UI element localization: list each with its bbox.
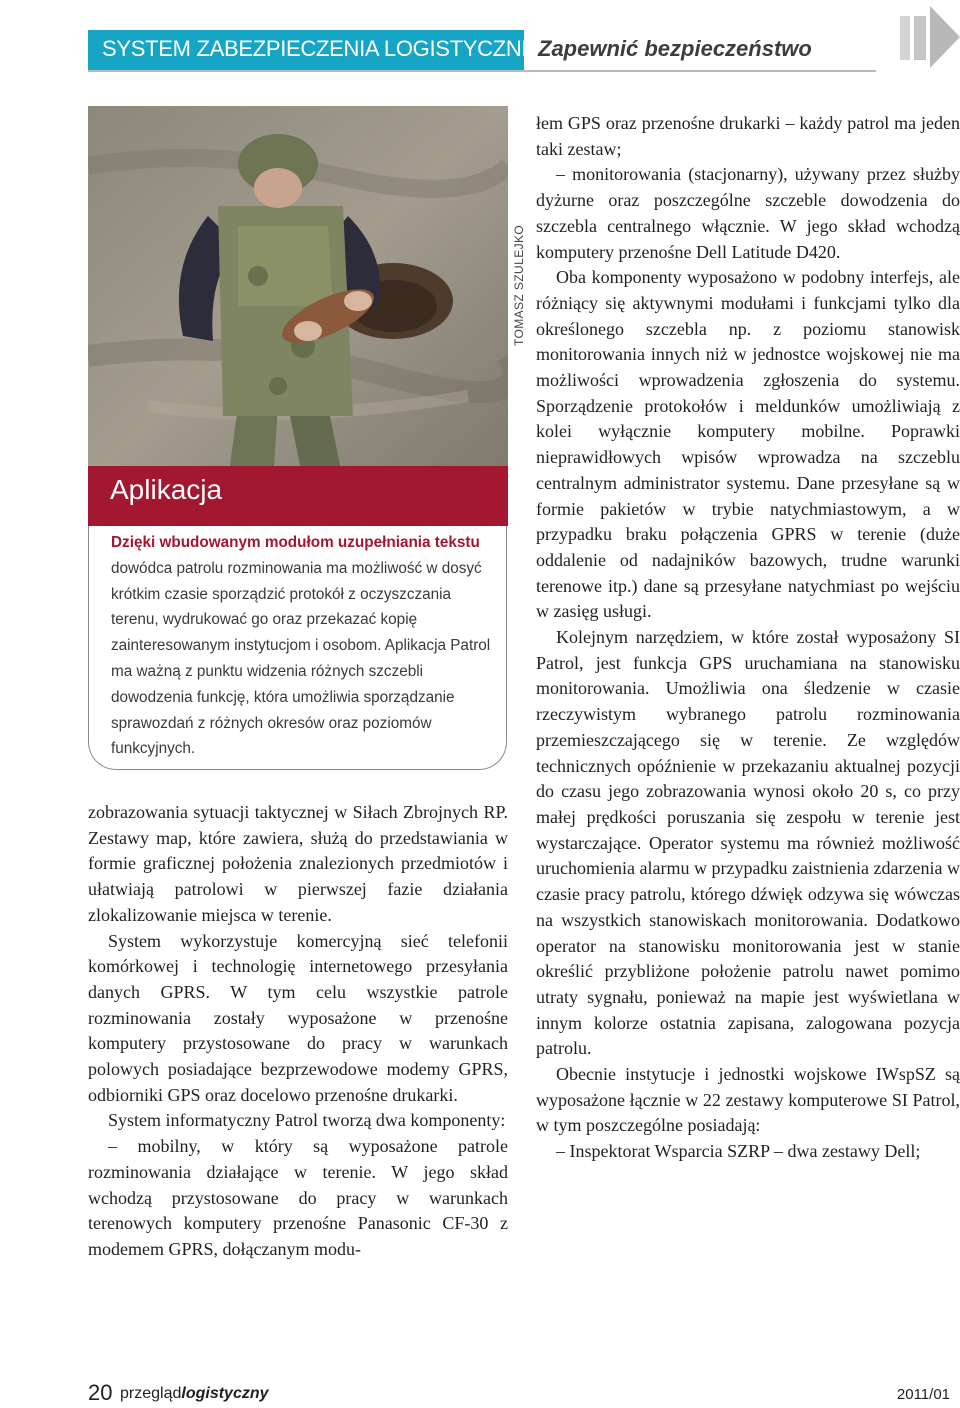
article-column-left — [88, 800, 508, 1263]
paragraph: łem GPS oraz przenośne drukarki – każdy patrol ma jeden taki zestaw; — [536, 113, 960, 159]
header-divider — [88, 70, 876, 72]
sidebar-body: dowódca patrolu rozminowania ma możliwość w dosyć krótkim czasie sporządzić protokół z oczyszczania terenu, wydrukować go oraz przekazać kopię zainteresowanym instytucjom i osobom. Aplikacja Patrol ma ważną z punktu widzenia różnych szczebli dowodzenia funkcję, która umożliwia sporządzanie sprawozdań z różnych okresów oraz poziomów funkcyjnych. — [111, 559, 491, 758]
sidebar-lead: Dzięki wbudowanym modułom uzupełniania tekstu — [111, 534, 480, 551]
chevron-decoration-icon — [900, 6, 960, 68]
soldier-photo — [88, 106, 508, 480]
page-header — [0, 0, 960, 100]
paragraph: Kolejnym narzędziem, w które został wyposażony SI Patrol, jest funkcja GPS uruchamiana na stanowisku monitorowania. Umożliwia ona śledzenie w czasie rzeczywistym wybranego patrolu rozminowania przemieszczającego się w terenie. Ze względów technicznych opóźnienie w przekazaniu aktualnej pozycji do czasu jego zobrazowania wynosi około 20 s, co przy małej prędkości poruszania się zespołu w terenie jest wystarczające. Operator systemu ma również możliwość uruchomienia alarmu w przypadku zaistnienia zdarzenia w czasie pracy patrolu, którego dźwięk odzywa się wówczas na wszystkich stanowiskach monitorowania. Dodatkowo operator na stanowisku monitorowania jest w stanie określić przybliżone położenie patrolu nawet pomimo utraty sygnału, ponieważ na mapie jest wyświetlana w innym kolorze ostatnia zapisana, zalogowana pozycja patrolu. — [536, 627, 960, 1059]
paragraph: zobrazowania sytuacji taktycznej w Siłach Zbrojnych RP. Zestawy map, które zawiera, służą do przedstawiania w formie graficznej położenia znalezionych przedmiotów i ułatwiają patrolowi w pierwszej fazie działania zlokalizowanie miejsca w terenie. — [88, 802, 508, 925]
paragraph: – Inspektorat Wsparcia SZRP – dwa zestawy Dell; — [556, 1141, 921, 1162]
paragraph: System informatyczny Patrol tworzą dwa komponenty: — [108, 1110, 506, 1131]
paragraph: System wykorzystuje komercyjną sieć telefonii komórkowej i technologię internetowego przesyłania danych GPRS. W tym celu wszystkie patrole rozminowania zostały wyposażone w przenośne komputery przystosowane do pracy w warunkach polowych posiadające bezprzewodowe modemy GPRS, odbiorniki GPS oraz docelowo przenośne drukarki. — [88, 930, 508, 1105]
article-column-right — [536, 111, 960, 1165]
section-title: SYSTEM ZABEZPIECZENIA LOGISTYCZNEGO — [102, 36, 570, 61]
sidebar-text — [111, 530, 499, 762]
page-number: 20 — [88, 1380, 113, 1405]
sidebar-box — [88, 526, 507, 770]
magazine-name — [120, 1385, 269, 1403]
paragraph: Obecnie instytucje i jednostki wojskowe IWspSZ są wyposażone łącznie w 22 zestawy komputerowe SI Patrol, w tym poszczególne posiadają: — [536, 1064, 960, 1136]
sidebar-title: Aplikacja — [110, 474, 223, 505]
soldier-illustration — [88, 106, 508, 480]
photo-credit: TOMASZ SZULEJKO — [512, 224, 526, 346]
paragraph: – mobilny, w który są wyposażone patrole rozminowania działające w terenie. W jego skład wchodzą przystosowane do pracy w warunkach terenowych komputery przenośne Panasonic CF-30 z modemem GPRS, dołączanym modu- — [88, 1136, 508, 1259]
sidebar-header — [88, 466, 508, 526]
magazine-title: logistyczny — [181, 1385, 269, 1402]
paragraph: – monitorowania (stacjonarny), używany przez służby dyżurne oraz poszczególne szczeble dowodzenia do szczebla centralnego włącznie. W jego skład wchodzą komputery przenośne Dell Latitude D420. — [536, 164, 960, 262]
issue-number: 2011/01 — [896, 1386, 950, 1403]
paragraph: Oba komponenty wyposażono w podobny interfejs, ale różniący się aktywnymi modułami i funkcjami tylko dla określonego szczebla np. z poziomu stanowisk monitorowania innych niż w jednostce wojskowej nie ma możliwości wprowadzenia zgłoszenia do systemu. Sporządzenie protokołów i meldunków umożliwiają z kolei wyłącznie komputery mobilne. Poprawki nieprawidłowych wpisów wprowadza na szczeblu centralnym administrator systemu. Dane przesyłane są w formie pakietów w trybie natychmiastowym, a w przypadku braku połączenia GPRS w terenie (duże oddalenie od nadajników bazowych, trudne warunki terenowe itp.) dane są przesyłane natychmiast po wejściu w zasięg usługi. — [536, 267, 960, 622]
section-slogan: Zapewnić bezpieczeństwo — [538, 36, 812, 61]
magazine-prefix: przegląd — [120, 1385, 182, 1402]
